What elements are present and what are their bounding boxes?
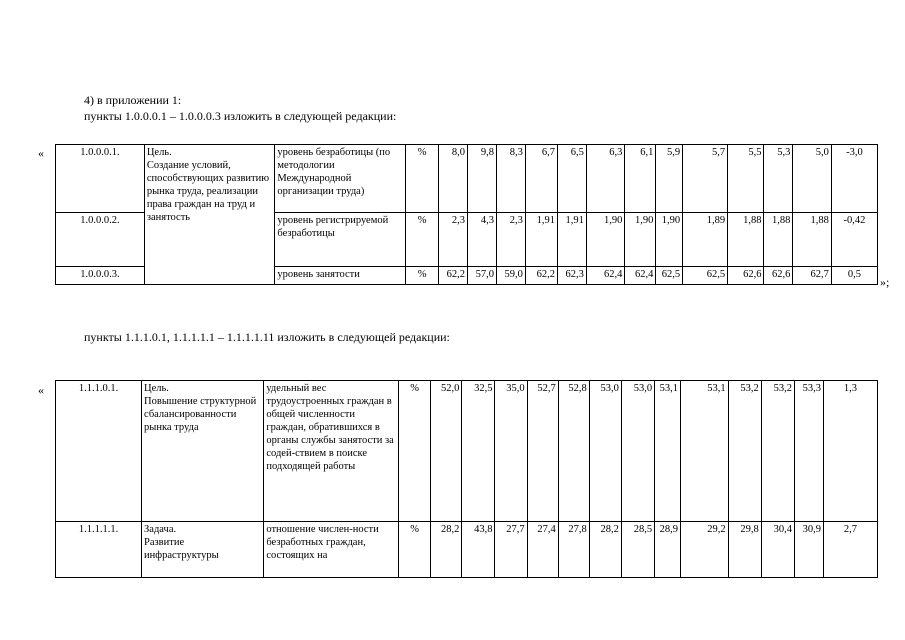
value-cell: 62,6	[764, 267, 793, 285]
value-cell: 53,1	[655, 381, 681, 522]
value-cell: 29,2	[680, 522, 728, 578]
value-cell: 28,2	[431, 522, 462, 578]
table-row	[56, 381, 878, 522]
opening-quote-2: «	[38, 383, 44, 397]
value-cell: 32,5	[462, 381, 495, 522]
row-code: 1.1.1.0.1.	[56, 381, 142, 522]
indicator-cell: уровень безработицы (по методологии Международной организации труда)	[275, 145, 406, 213]
table-row	[56, 145, 878, 213]
value-cell: 62,2	[525, 267, 557, 285]
table-row	[56, 522, 878, 578]
value-cell: 62,7	[793, 267, 832, 285]
value-cell: 35,0	[495, 381, 527, 522]
value-cell: 5,9	[656, 145, 683, 213]
value-cell: 2,3	[439, 213, 468, 267]
value-cell: 1,90	[586, 213, 625, 267]
indicators-table-2	[55, 380, 878, 578]
value-cell: 62,6	[728, 267, 764, 285]
value-cell: 62,4	[625, 267, 656, 285]
value-cell: 4,3	[468, 213, 497, 267]
value-cell: 30,4	[761, 522, 794, 578]
value-cell: 6,5	[557, 145, 586, 213]
value-cell: 8,3	[496, 145, 525, 213]
indicator-cell: удельный вес трудоустроенных граждан в общей численности граждан, обратившихся в органы службы занятости за содей-ствием в поиске подходящей работы	[264, 381, 399, 522]
value-cell: 53,1	[680, 381, 728, 522]
value-cell: 28,9	[655, 522, 681, 578]
value-cell: 27,4	[527, 522, 558, 578]
value-cell: 52,0	[431, 381, 462, 522]
value-cell: 6,1	[625, 145, 656, 213]
value-cell: 6,3	[586, 145, 625, 213]
change-cell: 1,3	[823, 381, 877, 522]
value-cell: 1,88	[793, 213, 832, 267]
closing-quote-1: »;	[880, 275, 890, 289]
unit-cell: %	[405, 267, 438, 285]
value-cell: 62,5	[656, 267, 683, 285]
value-cell: 1,88	[728, 213, 764, 267]
value-cell: 1,91	[557, 213, 586, 267]
change-cell: 0,5	[831, 267, 877, 285]
indicator-cell: уровень занятости	[275, 267, 406, 285]
row-code: 1.0.0.0.3.	[56, 267, 145, 285]
value-cell: 1,89	[683, 213, 728, 267]
value-cell: 5,5	[728, 145, 764, 213]
intro-line-1: 4) в приложении 1:	[84, 93, 182, 107]
indicator-cell: уровень регистрируемой безработицы	[275, 213, 406, 267]
row-code: 1.1.1.1.1.	[56, 522, 142, 578]
value-cell: 53,3	[794, 381, 823, 522]
value-cell: 62,2	[439, 267, 468, 285]
value-cell: 29,8	[728, 522, 761, 578]
intro-line-2: пункты 1.0.0.0.1 – 1.0.0.0.3 изложить в следующей редакции:	[84, 109, 397, 123]
goal-cell: Цель. Создание условий, способствующих развитию рынка труда, реализации права граждан на труд и занятость	[144, 145, 275, 285]
value-cell: 43,8	[462, 522, 495, 578]
value-cell: 28,5	[621, 522, 654, 578]
change-cell: -0,42	[831, 213, 877, 267]
goal-cell: Задача. Развитие инфраструктуры	[142, 522, 264, 578]
value-cell: 62,4	[586, 267, 625, 285]
value-cell: 52,7	[527, 381, 558, 522]
value-cell: 57,0	[468, 267, 497, 285]
value-cell: 1,90	[656, 213, 683, 267]
change-cell: 2,7	[823, 522, 877, 578]
value-cell: 5,3	[764, 145, 793, 213]
opening-quote-1: «	[38, 146, 44, 160]
value-cell: 8,0	[439, 145, 468, 213]
goal-cell: Цель. Повышение структурной сбалансированности рынка труда	[142, 381, 264, 522]
row-code: 1.0.0.0.1.	[56, 145, 145, 213]
value-cell: 28,2	[589, 522, 621, 578]
value-cell: 59,0	[496, 267, 525, 285]
unit-cell: %	[405, 213, 438, 267]
value-cell: 53,0	[621, 381, 654, 522]
value-cell: 53,0	[589, 381, 621, 522]
change-cell: -3,0	[831, 145, 877, 213]
value-cell: 52,8	[558, 381, 589, 522]
value-cell: 27,8	[558, 522, 589, 578]
value-cell: 53,2	[728, 381, 761, 522]
indicator-cell: отношение числен-ности безработных граждан, состоящих на	[264, 522, 399, 578]
value-cell: 30,9	[794, 522, 823, 578]
value-cell: 2,3	[496, 213, 525, 267]
value-cell: 6,7	[525, 145, 557, 213]
value-cell: 27,7	[495, 522, 527, 578]
unit-cell: %	[399, 381, 431, 522]
value-cell: 1,91	[525, 213, 557, 267]
row-code: 1.0.0.0.2.	[56, 213, 145, 267]
unit-cell: %	[405, 145, 438, 213]
value-cell: 5,0	[793, 145, 832, 213]
middle-instruction: пункты 1.1.1.0.1, 1.1.1.1.1 – 1.1.1.1.11 изложить в следующей редакции:	[84, 330, 450, 344]
value-cell: 1,90	[625, 213, 656, 267]
value-cell: 62,3	[557, 267, 586, 285]
value-cell: 1,88	[764, 213, 793, 267]
indicators-table-1	[55, 144, 878, 285]
unit-cell: %	[399, 522, 431, 578]
value-cell: 5,7	[683, 145, 728, 213]
value-cell: 9,8	[468, 145, 497, 213]
value-cell: 53,2	[761, 381, 794, 522]
value-cell: 62,5	[683, 267, 728, 285]
